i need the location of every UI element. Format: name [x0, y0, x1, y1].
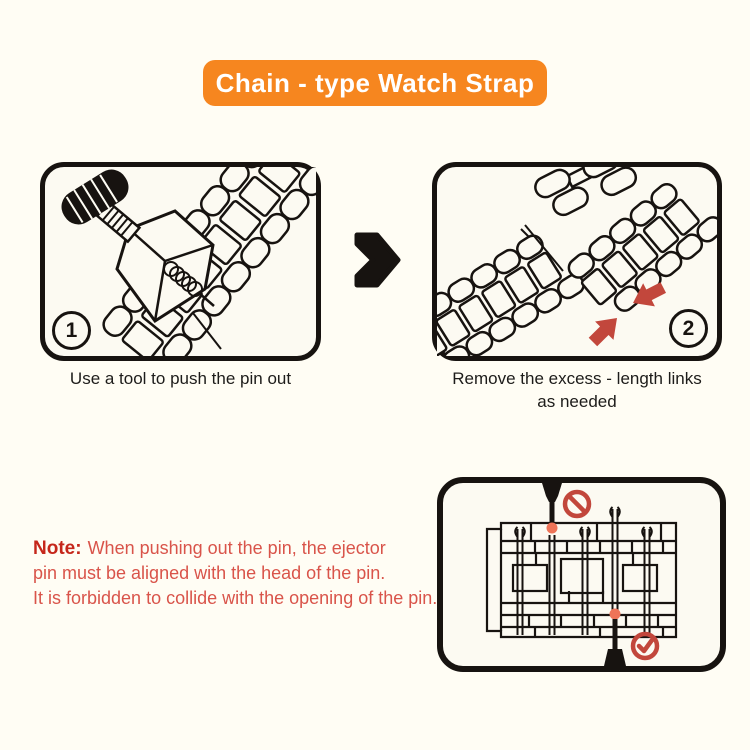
- step2-number: 2: [682, 316, 695, 340]
- step-number-badge: [52, 311, 91, 350]
- prohibition-sign-icon: [565, 492, 589, 516]
- ejector-tool-top: [542, 483, 562, 534]
- step1-number: 1: [65, 318, 78, 342]
- step1-caption: Use a tool to push the pin out: [69, 369, 292, 388]
- page-title: Chain - type Watch Strap: [215, 67, 535, 98]
- note-text: Note: When pushing out the pin, the ejector pin must be aligned with the head of the pin. It is forbidden to collide with the opening of the pin.: [33, 538, 438, 608]
- step-number-badge: [669, 309, 708, 348]
- title-banner: [203, 60, 547, 106]
- note-label: Note:: [33, 538, 82, 559]
- step2-caption: Remove the excess - length links as needed: [452, 369, 702, 411]
- thick-red-arrow-icon: [584, 309, 626, 351]
- pin-alignment-cross-section: [443, 483, 720, 666]
- removed-link: [532, 167, 639, 226]
- pin-alignment-panel: [437, 477, 726, 672]
- chevron-right-arrow-icon: [349, 227, 405, 293]
- step1-panel: [40, 162, 321, 361]
- step2-panel: [432, 162, 722, 361]
